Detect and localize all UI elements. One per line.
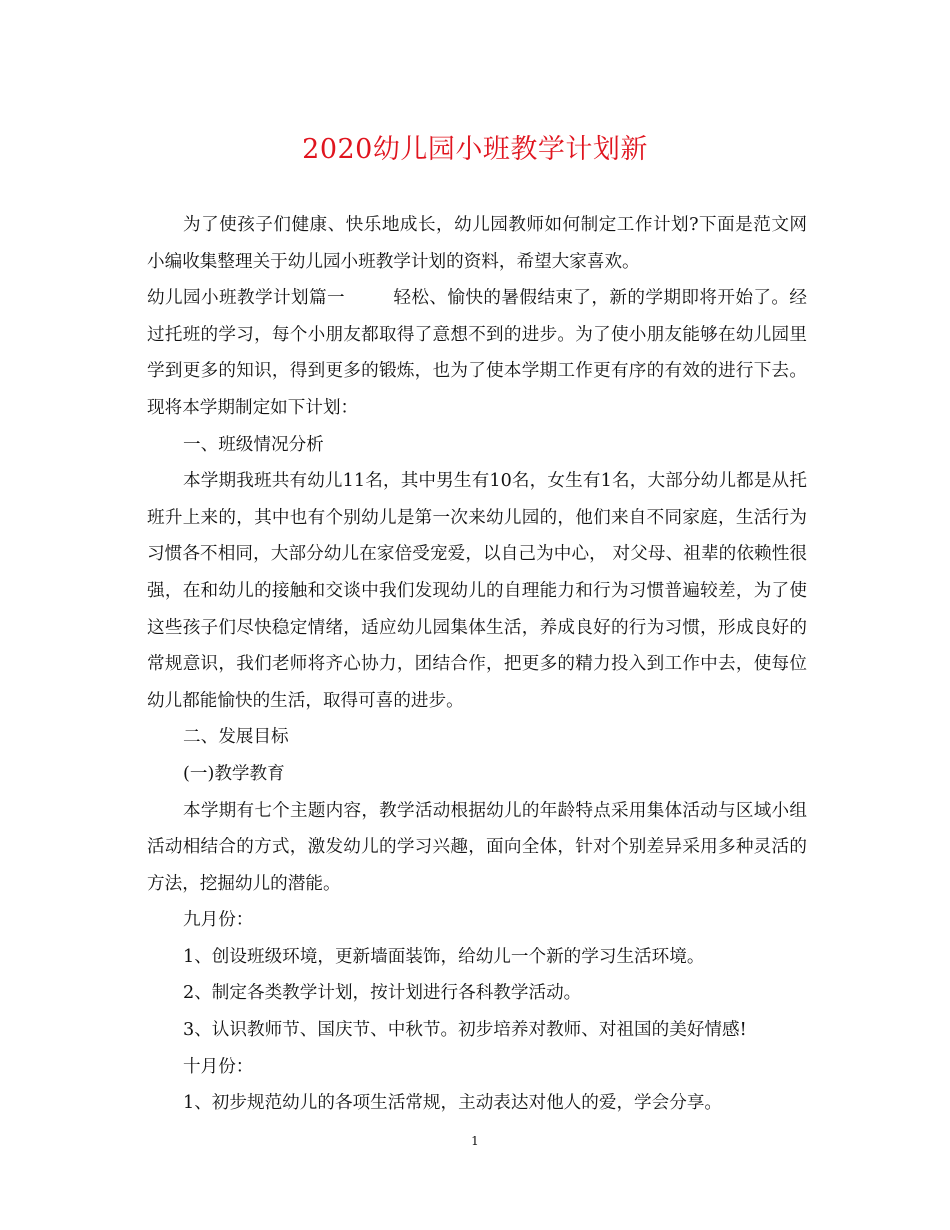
list-item: 2、制定各类教学计划，按计划进行各科教学活动。 (183, 983, 582, 1004)
class-analysis-paragraph: 本学期我班共有幼儿11名，其中男生有10名，女生有1名，大部分幼儿都是从托班升上来的，其中也有个别幼儿是第一次来幼儿园的，他们来自不同家庭，生活行为习惯各不相同，大部分幼儿在家倍受宠爱，以自己为中心， 对父母、祖辈的依赖性很强，在和幼儿的接触和交谈中我们发现幼儿的自理能力和行为习惯普遍较差，为了使这些孩子们尽快稳定情绪，适应幼儿园集体生活，养成良好的行为习惯，形成良好的常规意识，我们老师将齐心协力，团结合作，把更多的精力投入到工作中去，使每位幼儿都能愉快的生活，取得可喜的进步。 (147, 471, 807, 711)
page-number: 1 (471, 1134, 479, 1148)
teaching-paragraph: 本学期有七个主题内容，教学活动根据幼儿的年龄特点采用集体活动与区域小组活动相结合的方式，激发幼儿的学习兴趣，面向全体，针对个别差异采用多种灵活的方法，挖掘幼儿的潜能。 (147, 800, 807, 894)
document-title: 2020幼儿园小班教学计划新 (302, 134, 648, 165)
list-item: 3、认识教师节、国庆节、中秋节。初步培养对教师、对祖国的美好情感! (183, 1020, 747, 1041)
month-october: 十月份： (183, 1056, 254, 1077)
list-item: 1、创设班级环境，更新墙面装饰，给幼儿一个新的学习生活环境。 (183, 946, 705, 967)
list-item: 1、初步规范幼儿的各项生活常规，主动表达对他人的爱，学会分享。 (183, 1093, 723, 1114)
subheading-teaching-education: (一)教学教育 (183, 763, 285, 784)
heading-development-goals: 二、发展目标 (183, 727, 289, 748)
month-september: 九月份： (183, 910, 254, 931)
document-body (147, 207, 807, 1122)
heading-class-analysis: 一、班级情况分析 (183, 434, 324, 455)
intro-paragraph: 为了使孩子们健康、快乐地成长，幼儿园教师如何制定工作计划?下面是范文网小编收集整理关于幼儿园小班教学计划的资料，希望大家喜欢。 (147, 215, 807, 272)
section-text: 轻松、愉快的暑假结束了，新的学期即将开始了。经过托班的学习，每个小朋友都取得了意想不到的进步。为了使小朋友能够在幼儿园里学到更多的知识，得到更多的锻炼，也为了使本学期工作更有序的有效的进行下去。现将本学期制定如下计划： (147, 288, 807, 418)
section-paragraph (147, 280, 807, 426)
section-label: 幼儿园小班教学计划篇一 (147, 288, 345, 309)
